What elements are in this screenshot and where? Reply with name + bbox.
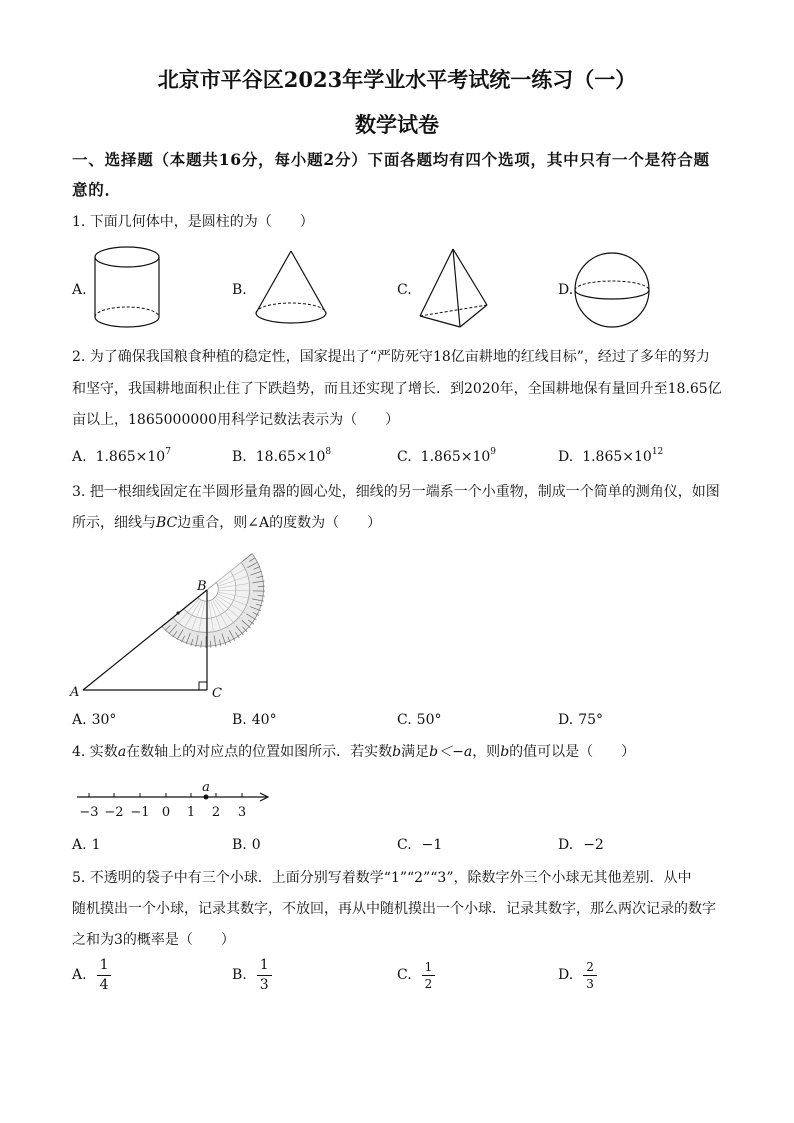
q4-stem-text: 的值可以是（ ） bbox=[509, 744, 636, 760]
q4-stem-text: 在数轴上的对应点的位置如图所示．若实数 bbox=[126, 744, 393, 760]
fraction-denominator: 3 bbox=[586, 976, 594, 991]
fraction bbox=[422, 960, 436, 991]
cone-left-edge bbox=[256, 251, 291, 313]
fraction-numerator: 2 bbox=[583, 960, 597, 976]
section-heading-line-2: 意的． bbox=[72, 180, 121, 199]
option-exponent: 8 bbox=[325, 447, 332, 457]
option-label: A. bbox=[72, 282, 87, 298]
option-value bbox=[582, 448, 663, 466]
number-line-tick-label: 3 bbox=[237, 805, 247, 820]
q2-option-b bbox=[232, 448, 331, 466]
option-value bbox=[96, 448, 171, 466]
option-label: C. bbox=[397, 282, 412, 298]
option-label: B. bbox=[232, 837, 247, 853]
q2-option-a bbox=[72, 448, 171, 466]
option-exponent: 12 bbox=[651, 447, 664, 457]
option-value: 30° bbox=[91, 712, 117, 728]
option-base: 1.865×10 bbox=[95, 449, 166, 465]
option-base: 1.865×10 bbox=[582, 449, 652, 465]
q2-option-d bbox=[558, 448, 663, 466]
option-label: C. bbox=[397, 449, 412, 465]
fraction-numerator: 1 bbox=[97, 957, 112, 976]
q2-option-c bbox=[397, 448, 496, 466]
option-value: 50° bbox=[416, 712, 442, 728]
point-a-marker bbox=[204, 795, 209, 800]
q3-stem-text: 边重合，则∠A的度数为（ ） bbox=[177, 515, 382, 531]
number-line-tick-label: 0 bbox=[161, 805, 171, 820]
vertex-label-a: A bbox=[70, 685, 80, 700]
option-label: A. bbox=[72, 712, 87, 728]
section-heading-line-1: 一、选择题（本题共16分，每小题2分）下面各题均有四个选项，其中只有一个是符合题 bbox=[72, 150, 710, 169]
q3-option-d bbox=[558, 711, 603, 729]
exam-title: 北京市平谷区2023年学业水平考试统一练习（一） bbox=[157, 67, 637, 92]
protractor-triangle-figure bbox=[60, 545, 280, 705]
q2-stem-line-2: 和坚守，我国耕地面积止住了下跌趋势，而且还实现了增长．到2020年，全国耕地保有量回升至18.65亿 bbox=[72, 381, 722, 397]
option-value bbox=[256, 448, 331, 466]
q5-option-b bbox=[232, 957, 272, 993]
q4-stem-text: ，则 bbox=[472, 744, 501, 760]
option-label: C. bbox=[397, 712, 412, 728]
q4-option-a bbox=[72, 836, 100, 854]
q1-option-c bbox=[397, 281, 412, 299]
option-label: B. bbox=[232, 282, 247, 298]
number-line-figure bbox=[70, 775, 280, 820]
point-a-label: a bbox=[202, 780, 210, 795]
q4-stem bbox=[72, 743, 635, 761]
option-value: −2 bbox=[583, 837, 604, 853]
cone-base-back-arc bbox=[256, 303, 326, 313]
q3-stem-line-1: 3. 把一根细线固定在半圆形量角器的圆心处，细线的另一端系一个小重物，制成一个简单的测角仪，如图 bbox=[72, 484, 720, 500]
option-label: D. bbox=[558, 712, 574, 728]
q4-stem-text: 满足 bbox=[401, 744, 430, 760]
option-exponent: 9 bbox=[490, 447, 497, 457]
option-value: 75° bbox=[578, 712, 604, 728]
option-label: B. bbox=[232, 967, 247, 983]
q4-option-c bbox=[397, 836, 442, 854]
q5-stem-line-2: 随机摸出一个小球，记录其数字，不放回，再从中随机摸出一个小球．记录其数字，那么两次记录的数字 bbox=[72, 901, 716, 917]
sphere-equator-back-arc bbox=[575, 281, 649, 290]
cylinder-figure bbox=[90, 243, 165, 333]
vertex-label-b: B bbox=[197, 579, 207, 594]
option-label: C. bbox=[397, 837, 412, 853]
cone-base-front-arc bbox=[256, 313, 326, 323]
option-label: C. bbox=[397, 967, 412, 983]
q1-option-d bbox=[558, 281, 573, 299]
q2-stem-line-1: 2. 为了确保我国粮食种植的稳定性，国家提出了“严防死守18亿亩耕地的红线目标”，经过了多年的努力 bbox=[72, 349, 710, 365]
exam-subtitle: 数学试卷 bbox=[355, 112, 439, 137]
cone-right-edge bbox=[291, 251, 326, 313]
fraction-numerator: 1 bbox=[422, 960, 436, 976]
option-value: −1 bbox=[421, 837, 443, 853]
option-label: A. bbox=[72, 837, 87, 853]
sphere-outline bbox=[575, 253, 649, 327]
protractor bbox=[162, 554, 265, 648]
cylinder-bottom-front-arc bbox=[95, 317, 159, 327]
q4-inequality: b＜−a bbox=[429, 744, 473, 760]
pyramid-edge-left-front bbox=[420, 316, 460, 327]
pyramid-edge-apex-front bbox=[453, 249, 460, 327]
option-value: 1 bbox=[91, 837, 101, 853]
q5-stem-line-3: 之和为3的概率是（ ） bbox=[72, 932, 235, 948]
vertex-label-c: C bbox=[212, 686, 222, 701]
q1-option-a bbox=[72, 281, 87, 299]
option-label: B. bbox=[232, 712, 247, 728]
number-line-tick-label: −2 bbox=[104, 805, 124, 820]
pyramid-edge-apex-right bbox=[453, 249, 487, 305]
fraction-numerator: 1 bbox=[257, 957, 272, 976]
pyramid-figure bbox=[413, 243, 495, 333]
number-line-tick-label: −1 bbox=[130, 805, 150, 820]
q4-var-a: a bbox=[117, 744, 127, 760]
option-value bbox=[421, 448, 496, 466]
fraction bbox=[583, 960, 597, 991]
q3-option-a bbox=[72, 711, 116, 729]
q4-stem-text: 4. 实数 bbox=[72, 744, 118, 760]
option-value: 40° bbox=[251, 712, 277, 728]
cylinder-bottom-back-arc bbox=[95, 307, 159, 317]
q3-option-c bbox=[397, 711, 442, 729]
number-line-tick-label: 2 bbox=[211, 805, 221, 820]
q3-stem-line-2 bbox=[72, 514, 381, 532]
option-label: D. bbox=[558, 449, 574, 465]
q1-stem: 1. 下面几何体中，是圆柱的为（ ） bbox=[72, 214, 314, 230]
sphere-figure bbox=[572, 250, 652, 330]
option-label: D. bbox=[558, 282, 574, 298]
cylinder-top-ellipse bbox=[95, 247, 159, 267]
q4-var-b: b bbox=[392, 744, 402, 760]
option-base: 1.865×10 bbox=[420, 449, 491, 465]
q5-stem-line-1: 5. 不透明的袋子中有三个小球．上面分别写着数学“1”“2”“3”，除数字外三个小球无其他差别．从中 bbox=[72, 870, 692, 886]
q2-stem-line-3: 亩以上，1865000000用科学记数法表示为（ ） bbox=[72, 412, 400, 428]
q5-option-a bbox=[72, 957, 111, 993]
option-label: A. bbox=[72, 449, 87, 465]
cone-figure bbox=[250, 243, 335, 333]
q1-option-b bbox=[232, 281, 247, 299]
q3-stem-text: 所示，细线与 bbox=[72, 515, 156, 531]
option-label: B. bbox=[232, 449, 247, 465]
q5-option-d bbox=[558, 957, 597, 993]
q5-option-c bbox=[397, 957, 435, 993]
pyramid-hidden-edge bbox=[420, 305, 487, 316]
fraction-denominator: 2 bbox=[424, 976, 433, 991]
right-angle-mark bbox=[199, 682, 207, 690]
pyramid-edge-front-right bbox=[460, 305, 487, 327]
q4-var-b: b bbox=[500, 744, 510, 760]
fraction-denominator: 4 bbox=[99, 976, 109, 993]
q4-option-d bbox=[558, 836, 604, 854]
q3-option-b bbox=[232, 711, 277, 729]
number-line-tick-label: 1 bbox=[186, 805, 196, 820]
fraction bbox=[257, 957, 272, 994]
option-label: D. bbox=[558, 837, 574, 853]
option-value: 0 bbox=[251, 837, 261, 853]
q3-segment-bc: BC bbox=[156, 515, 178, 531]
option-label: A. bbox=[72, 967, 87, 983]
option-label: D. bbox=[558, 967, 574, 983]
option-exponent: 7 bbox=[165, 447, 171, 457]
number-line-tick-label: −3 bbox=[79, 805, 99, 820]
pyramid-edge-apex-left bbox=[420, 249, 453, 316]
option-base: 18.65×10 bbox=[255, 449, 326, 465]
q4-option-b bbox=[232, 836, 261, 854]
fraction bbox=[97, 957, 112, 994]
sphere-equator-front-arc bbox=[575, 290, 649, 299]
fraction-denominator: 3 bbox=[259, 976, 269, 993]
